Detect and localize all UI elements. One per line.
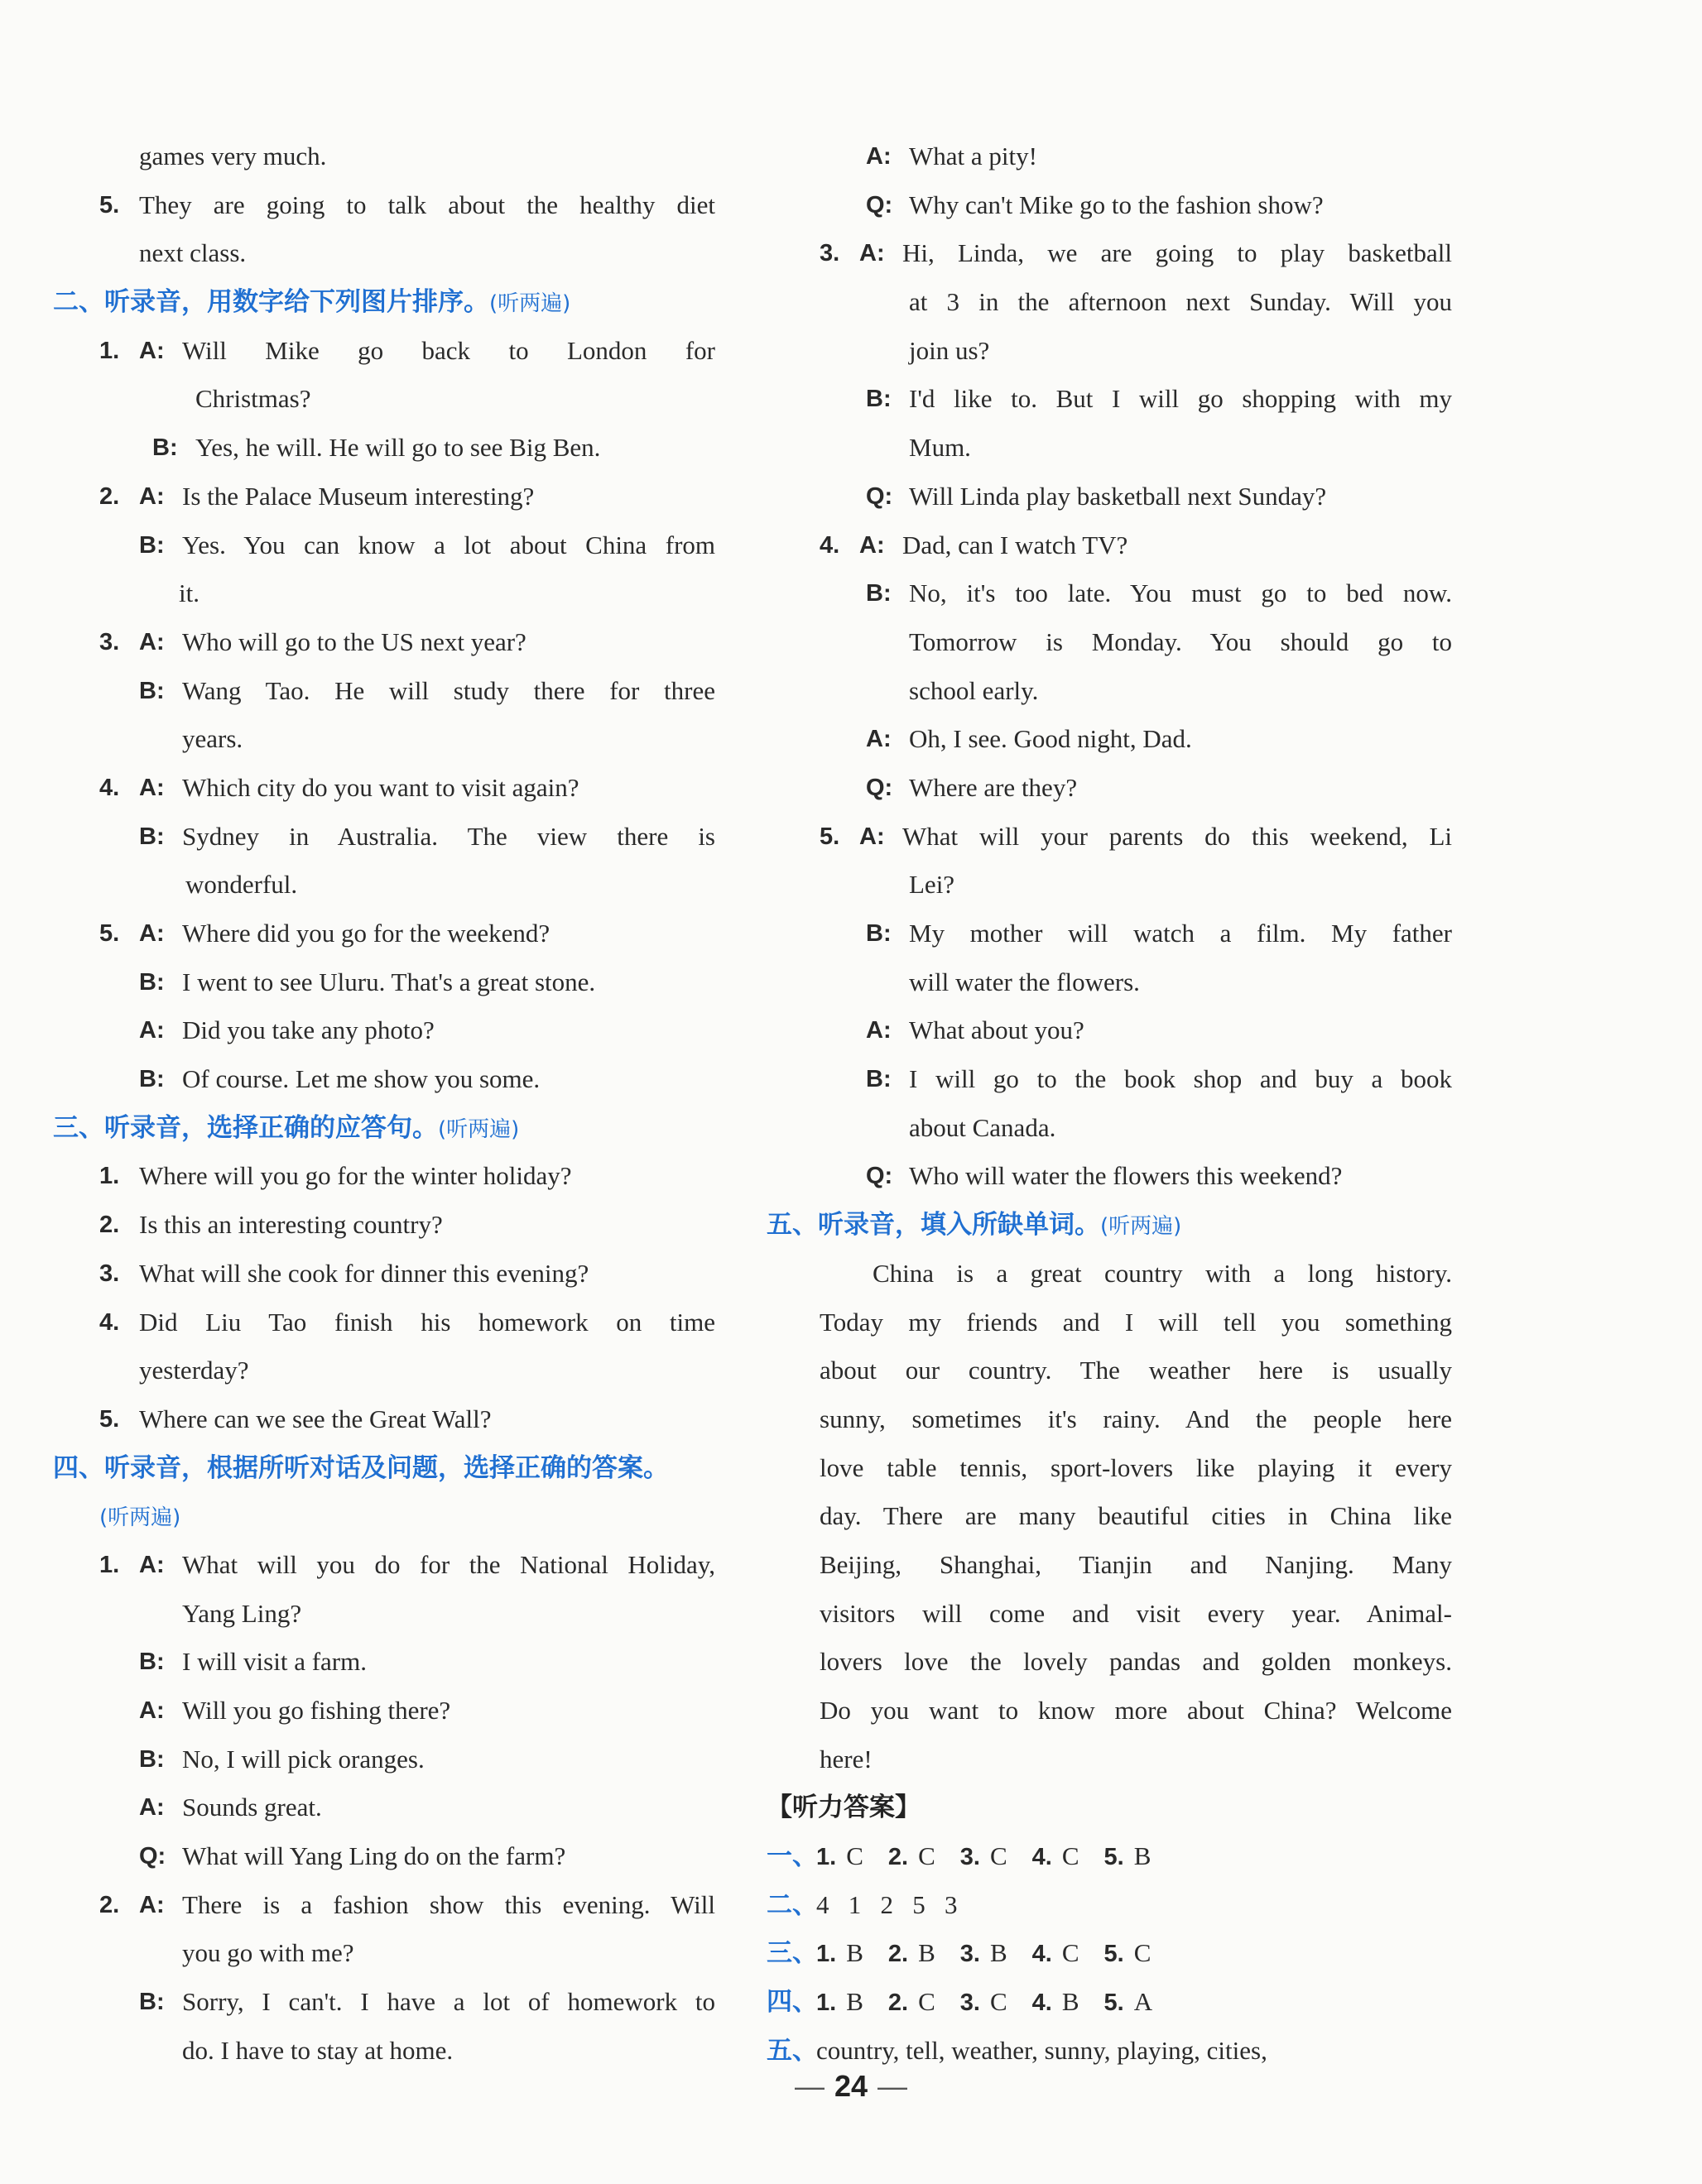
- text-line: [53, 1978, 715, 2027]
- speaker-label: Q:: [866, 1163, 893, 1190]
- speaker-label: Q:: [866, 774, 893, 801]
- text-line: [780, 861, 1452, 910]
- line-text: next class.: [139, 238, 247, 268]
- speaker-label: B:: [866, 386, 892, 413]
- answer-item: [1032, 1978, 1079, 2028]
- passage-text: day. There are many beautiful cities in China like: [820, 1501, 1452, 1531]
- answer-value: C: [989, 1986, 1007, 2016]
- speaker-label: A:: [139, 337, 165, 364]
- right-column: [767, 132, 1452, 2076]
- answer-number: 3.: [959, 1989, 980, 2016]
- line-text: it.: [179, 578, 200, 608]
- line-text: school early.: [909, 675, 1039, 705]
- item-number: 3.: [99, 1260, 120, 1287]
- line-text: Yes. You can know a lot about China from: [182, 530, 715, 559]
- passage-text: visitors will come and visit every year. Animal-: [820, 1598, 1452, 1628]
- answer-item: [888, 1929, 935, 1979]
- line-text: Dad, can I watch TV?: [902, 530, 1128, 559]
- text-line: [53, 618, 715, 667]
- section-heading-note: (听两遍): [99, 1505, 181, 1531]
- line-text: about Canada.: [909, 1112, 1056, 1142]
- answer-number: 2.: [887, 1843, 909, 1870]
- line-text: you go with me?: [182, 1938, 354, 1968]
- passage-line: [820, 1590, 1452, 1639]
- answer-item: [1104, 1978, 1153, 2028]
- answer-item: [960, 1832, 1007, 1882]
- line-text: I'd like to. But I will go shopping with my: [909, 384, 1452, 414]
- text-line: [53, 1687, 715, 1735]
- line-text: I went to see Uluru. That's a great stone.: [182, 967, 596, 996]
- item-number: 2.: [99, 482, 120, 510]
- text-line: [780, 521, 1452, 570]
- passage-line: [820, 1444, 1452, 1493]
- text-line: [53, 1298, 715, 1347]
- speaker-label: A:: [866, 1017, 892, 1044]
- passage-text: about our country. The weather here is usually: [820, 1356, 1452, 1385]
- text-line: [53, 1881, 715, 1930]
- answer-value: C: [1061, 1841, 1079, 1870]
- line-text: Sorry, I can't. I have a lot of homework to: [182, 1987, 715, 2017]
- answer-number: 5.: [1103, 1940, 1124, 1967]
- speaker-label: A:: [866, 726, 892, 753]
- text-line: [780, 1006, 1452, 1055]
- line-text: do. I have to stay at home.: [182, 2035, 454, 2065]
- speaker-label: B:: [866, 580, 892, 607]
- section-heading-text: 五、听录音，填入所缺单词。: [767, 1210, 1100, 1241]
- answer-item: [888, 1832, 935, 1882]
- line-text: Where will you go for the winter holiday?: [139, 1161, 572, 1191]
- text-line: [53, 1346, 715, 1395]
- text-line: [53, 1832, 715, 1881]
- text-line: [780, 229, 1452, 278]
- line-text: Lei?: [909, 870, 955, 900]
- item-number: 5.: [99, 1405, 120, 1433]
- answer-item: [816, 1832, 863, 1882]
- line-text: Did you take any photo?: [182, 1015, 435, 1045]
- line-text: What a pity!: [909, 142, 1037, 170]
- text-line: [53, 1590, 715, 1639]
- answer-value: C: [846, 1841, 863, 1870]
- line-text: Oh, I see. Good night, Dad.: [909, 724, 1192, 754]
- section-heading-note: (听两遍): [1100, 1214, 1182, 1240]
- section-heading-note: (听两遍): [489, 291, 571, 317]
- answer-number: 4.: [1031, 1843, 1052, 1870]
- speaker-label: B:: [139, 823, 165, 850]
- text-line: [53, 1250, 715, 1298]
- line-text: What will Yang Ling do on the farm?: [182, 1841, 566, 1871]
- answer-value: B: [846, 1937, 863, 1967]
- line-text: games very much.: [139, 142, 327, 170]
- line-text: There is a fashion show this evening. Will: [182, 1889, 715, 1919]
- text-line: [780, 1055, 1452, 1104]
- speaker-label: A:: [139, 1017, 165, 1044]
- text-line: [53, 813, 715, 862]
- speaker-label: B:: [139, 968, 165, 996]
- text-line: [780, 958, 1452, 1007]
- answer-number: 4.: [1031, 1989, 1052, 2016]
- speaker-label: A:: [859, 823, 885, 850]
- text-line: [53, 1929, 715, 1978]
- text-line: [53, 569, 715, 618]
- left-column: [53, 132, 715, 2076]
- text-line: [780, 910, 1452, 958]
- line-text: Yang Ling?: [182, 1598, 302, 1628]
- text-line: [53, 229, 715, 278]
- line-text: Wang Tao. He will study there for three: [182, 675, 715, 705]
- passage-text: Beijing, Shanghai, Tianjin and Nanjing. Many: [820, 1549, 1452, 1579]
- item-number: 1.: [99, 1551, 120, 1578]
- passage-line: [820, 1735, 1452, 1784]
- line-text: Is this an interesting country?: [139, 1210, 443, 1240]
- answer-item: [1032, 1832, 1079, 1882]
- line-text: will water the flowers.: [909, 967, 1140, 996]
- answer-number: 1.: [816, 1843, 837, 1870]
- text-line: [53, 1638, 715, 1687]
- text-line: [780, 813, 1452, 862]
- text-line: [53, 1055, 715, 1104]
- passage-line: [820, 1541, 1452, 1590]
- line-text: Which city do you want to visit again?: [182, 772, 579, 802]
- answer-value: B: [1061, 1986, 1079, 2016]
- speaker-label: Q:: [866, 482, 893, 510]
- text-line: [780, 618, 1452, 667]
- answer-number: 3.: [959, 1940, 980, 1967]
- passage-text: Today my friends and I will tell you something: [820, 1307, 1452, 1337]
- answer-number: 5.: [1103, 1843, 1124, 1870]
- answer-values: 4 1 2 5 3: [816, 1889, 958, 1919]
- line-text: What will you do for the National Holiday,: [182, 1549, 715, 1579]
- text-line: [780, 473, 1452, 521]
- item-number: 2.: [99, 1212, 120, 1239]
- text-line: [780, 181, 1452, 230]
- answer-item: [816, 1978, 863, 2028]
- line-text: wonderful.: [185, 870, 298, 900]
- answer-row: [767, 2027, 1452, 2076]
- answer-section-label: 四、: [767, 1987, 818, 2018]
- text-line: [53, 521, 715, 570]
- section-heading: [99, 1492, 715, 1541]
- line-text: My mother will watch a film. My father: [909, 919, 1452, 948]
- text-line: [780, 424, 1452, 473]
- line-text: They are going to talk about the healthy diet: [139, 190, 715, 219]
- line-text: No, it's too late. You must go to bed now.: [909, 578, 1452, 608]
- passage: [820, 1250, 1452, 1784]
- passage-text: China is a great country with a long history.: [873, 1258, 1452, 1288]
- text-line: [53, 375, 715, 424]
- item-number: 2.: [99, 1891, 120, 1918]
- passage-line: [820, 1346, 1452, 1395]
- passage-text: here!: [820, 1744, 873, 1774]
- speaker-label: A:: [139, 920, 165, 947]
- line-text: No, I will pick oranges.: [182, 1744, 425, 1774]
- line-text: Who will go to the US next year?: [182, 626, 526, 656]
- right-dialogues: [767, 132, 1452, 1250]
- passage-line: [820, 1687, 1452, 1735]
- line-text: What about you?: [909, 1015, 1084, 1045]
- passage-text: sunny, sometimes it's rainy. And the people here: [820, 1404, 1452, 1433]
- answer-section-label: 二、: [767, 1889, 818, 1920]
- line-text: Will Mike go back to London for: [182, 335, 715, 365]
- answer-value: B: [918, 1937, 935, 1967]
- text-line: [780, 132, 1452, 181]
- answer-number: 2.: [887, 1940, 909, 1967]
- text-line: [53, 473, 715, 521]
- answer-item: [888, 1978, 935, 2028]
- line-text: What will your parents do this weekend, Li: [902, 821, 1452, 851]
- line-text: yesterday?: [139, 1356, 249, 1385]
- section-heading-note: (听两遍): [438, 1116, 520, 1142]
- line-text: Of course. Let me show you some.: [182, 1064, 541, 1094]
- text-line: [53, 1541, 715, 1590]
- line-text: years.: [182, 724, 243, 754]
- answer-row: [767, 1881, 1452, 1930]
- text-line: [780, 327, 1452, 376]
- line-text: Where are they?: [909, 772, 1078, 802]
- answer-value: C: [918, 1841, 935, 1870]
- line-text: Why can't Mike go to the fashion show?: [909, 190, 1324, 219]
- answer-section-label: 五、: [767, 2035, 818, 2066]
- answer-number: 2.: [887, 1989, 909, 2016]
- answer-row: [767, 1929, 1452, 1978]
- text-line: [53, 424, 715, 473]
- answer-value: C: [1133, 1937, 1151, 1967]
- item-number: 3.: [820, 240, 840, 267]
- answer-value: C: [918, 1986, 935, 2016]
- text-line: [53, 1201, 715, 1250]
- answer-number: 1.: [816, 1989, 837, 2016]
- passage-line: [820, 1395, 1452, 1444]
- section-heading: [53, 278, 715, 327]
- line-text: Sydney in Australia. The view there is: [182, 821, 715, 851]
- answer-value: A: [1133, 1986, 1153, 2016]
- answer-value: B: [989, 1937, 1007, 1967]
- speaker-label: A:: [139, 1697, 165, 1724]
- line-text: Yes, he will. He will go to see Big Ben.: [195, 433, 601, 463]
- text-line: [53, 910, 715, 958]
- item-number: 4.: [99, 774, 120, 801]
- answer-value: B: [846, 1986, 863, 2016]
- item-number: 1.: [99, 337, 120, 364]
- text-line: [53, 764, 715, 813]
- answer-number: 5.: [1103, 1989, 1124, 2016]
- answer-number: 3.: [959, 1843, 980, 1870]
- speaker-label: Q:: [139, 1843, 166, 1870]
- answer-item: [1104, 1832, 1151, 1882]
- speaker-label: B:: [139, 1745, 165, 1773]
- speaker-label: A:: [139, 1891, 165, 1918]
- speaker-label: A:: [866, 143, 892, 170]
- text-line: [53, 715, 715, 764]
- line-text: Tomorrow is Monday. You should go to: [909, 626, 1452, 656]
- item-number: 4.: [99, 1308, 120, 1336]
- text-line: [53, 327, 715, 376]
- section-heading-text: 三、听录音，选择正确的应答句。: [53, 1112, 438, 1143]
- page-number: — 24 —: [794, 2069, 908, 2103]
- text-line: [780, 715, 1452, 764]
- answer-value: B: [1133, 1841, 1151, 1870]
- answer-value: C: [989, 1841, 1007, 1870]
- speaker-label: B:: [152, 434, 178, 462]
- text-line: [53, 1735, 715, 1784]
- item-number: 5.: [99, 191, 120, 218]
- speaker-label: A:: [139, 628, 165, 655]
- answer-item: [960, 1929, 1007, 1979]
- text-line: [780, 375, 1452, 424]
- answer-list: [767, 1832, 1452, 2075]
- text-line: [780, 1152, 1452, 1201]
- text-line: [780, 667, 1452, 716]
- line-text: Christmas?: [195, 384, 311, 414]
- passage-line: [820, 1638, 1452, 1687]
- speaker-label: A:: [859, 240, 885, 267]
- speaker-label: A:: [859, 531, 885, 559]
- item-number: 5.: [820, 823, 840, 850]
- speaker-label: A:: [139, 774, 165, 801]
- line-text: Where did you go for the weekend?: [182, 919, 551, 948]
- text-line: [780, 1104, 1452, 1153]
- section-heading-text: 二、听录音，用数字给下列图片排序。: [53, 287, 489, 318]
- line-text: I will go to the book shop and buy a book: [909, 1064, 1452, 1094]
- section-heading: [53, 1104, 715, 1153]
- line-text: Where can we see the Great Wall?: [139, 1404, 492, 1433]
- answer-item: [1032, 1929, 1079, 1979]
- line-text: Hi, Linda, we are going to play basketball: [902, 238, 1452, 268]
- text-line: [53, 1152, 715, 1201]
- text-line: [53, 1395, 715, 1444]
- answer-section-label: 一、: [767, 1841, 818, 1872]
- section-heading-text: 四、听录音，根据所听对话及问题，选择正确的答案。: [53, 1452, 669, 1483]
- passage-text: love table tennis, sport-lovers like playing it every: [820, 1452, 1452, 1482]
- line-text: I will visit a farm.: [182, 1647, 367, 1677]
- line-text: Is the Palace Museum interesting?: [182, 481, 535, 511]
- passage-line: [820, 1250, 1452, 1298]
- line-text: Did Liu Tao finish his homework on time: [139, 1307, 715, 1337]
- text-line: [53, 861, 715, 910]
- speaker-label: B:: [866, 920, 892, 947]
- passage-line: [820, 1298, 1452, 1347]
- text-line: [53, 1783, 715, 1832]
- item-number: 5.: [99, 920, 120, 947]
- speaker-label: A:: [139, 1794, 165, 1822]
- line-text: Who will water the flowers this weekend?: [909, 1161, 1343, 1191]
- speaker-label: B:: [866, 1066, 892, 1093]
- answer-number: 4.: [1031, 1940, 1052, 1967]
- line-text: Mum.: [909, 433, 971, 463]
- text-line: [53, 2027, 715, 2076]
- page-number-value: 24: [834, 2069, 868, 2103]
- answer-row: [767, 1978, 1452, 2027]
- text-line: [53, 667, 715, 716]
- answer-values: country, tell, weather, sunny, playing, cities,: [816, 2035, 1267, 2065]
- speaker-label: A:: [139, 482, 165, 510]
- answer-item: [816, 1929, 863, 1979]
- section-heading: [53, 1444, 715, 1493]
- text-line: [53, 181, 715, 230]
- line-text: Will you go fishing there?: [182, 1696, 451, 1725]
- passage-text: Do you want to know more about China? Welcome: [820, 1696, 1452, 1725]
- line-text: What will she cook for dinner this evening?: [139, 1258, 589, 1288]
- text-line: [53, 958, 715, 1007]
- text-line: [53, 132, 715, 181]
- speaker-label: B:: [139, 531, 165, 559]
- answer-section-label: 三、: [767, 1938, 818, 1969]
- speaker-label: Q:: [866, 191, 893, 218]
- line-text: at 3 in the afternoon next Sunday. Will you: [909, 287, 1452, 317]
- line-text: Will Linda play basketball next Sunday?: [909, 481, 1327, 511]
- item-number: 1.: [99, 1163, 120, 1190]
- text-line: [780, 764, 1452, 813]
- text-line: [780, 278, 1452, 327]
- answer-row: [767, 1832, 1452, 1881]
- speaker-label: B:: [139, 1989, 165, 2016]
- section-heading: [767, 1201, 1452, 1250]
- answer-number: 1.: [816, 1940, 837, 1967]
- answer-item: [1104, 1929, 1151, 1979]
- line-text: Sounds great.: [182, 1793, 322, 1822]
- answer-value: C: [1061, 1937, 1079, 1967]
- item-number: 4.: [820, 531, 840, 559]
- line-text: join us?: [909, 335, 990, 365]
- passage-line: [820, 1492, 1452, 1541]
- speaker-label: A:: [139, 1551, 165, 1578]
- passage-text: lovers love the lovely pandas and golden monkeys.: [820, 1647, 1452, 1677]
- text-line: [53, 1006, 715, 1055]
- speaker-label: B:: [139, 1066, 165, 1093]
- answer-item: [960, 1978, 1007, 2028]
- speaker-label: B:: [139, 1649, 165, 1676]
- speaker-label: B:: [139, 677, 165, 704]
- item-number: 3.: [99, 628, 120, 655]
- answers-title: 【听力答案】: [767, 1793, 921, 1823]
- text-line: [780, 569, 1452, 618]
